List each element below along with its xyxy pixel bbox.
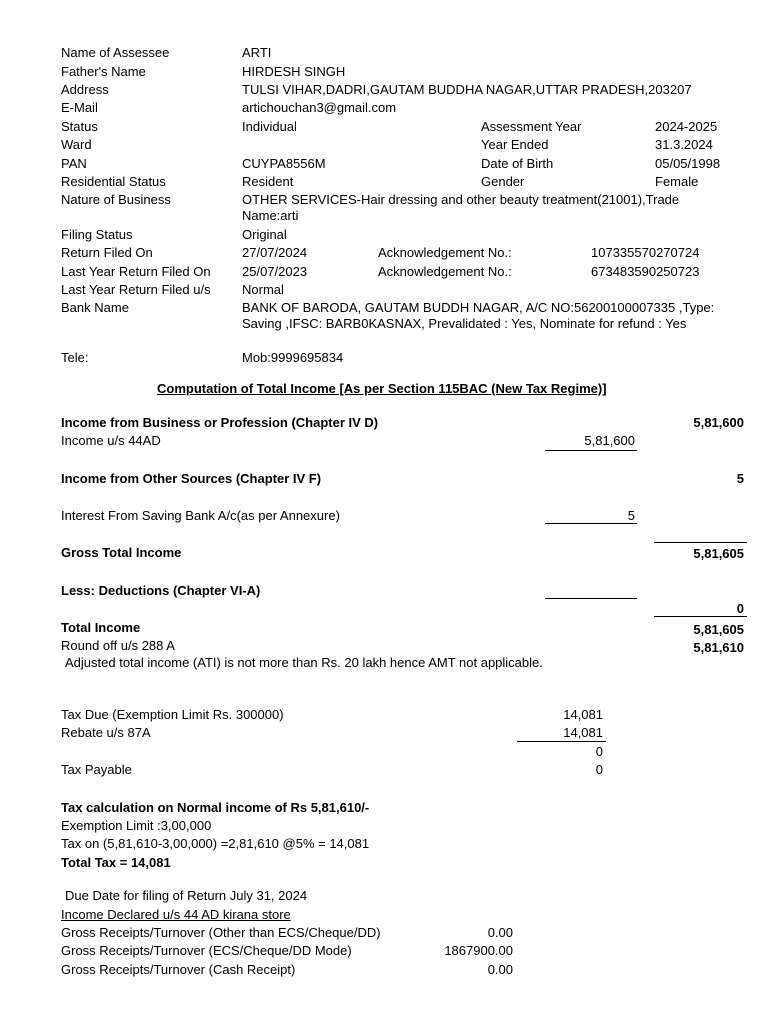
rule-above-gti <box>654 542 747 543</box>
underline-deductions <box>545 598 637 599</box>
return-filed-on-value: 27/07/2024 <box>242 245 308 260</box>
total-tax-line: Total Tax = 14,081 <box>61 855 171 870</box>
underline-rebate <box>517 741 606 742</box>
underline-interest <box>545 523 637 524</box>
last-year-filed-on-value: 25/07/2023 <box>242 264 308 279</box>
tax-due-value: 14,081 <box>563 707 603 722</box>
other-sources-heading: Income from Other Sources (Chapter IV F) <box>61 471 322 486</box>
tax-payable-label: Tax Payable <box>61 762 132 777</box>
name-label: Name of Assessee <box>61 45 170 60</box>
deductions-label: Less: Deductions (Chapter VI-A) <box>61 583 261 598</box>
tax-due-label: Tax Due (Exemption Limit Rs. 300000) <box>61 707 284 722</box>
pan-value: CUYPA8556M <box>242 156 326 171</box>
business-income-heading: Income from Business or Profession (Chapter IV D) <box>61 415 379 430</box>
gross-receipts-ecs-label: Gross Receipts/Turnover (ECS/Cheque/DD Mode) <box>61 943 352 958</box>
email-label: E-Mail <box>61 100 98 115</box>
gross-total-income-label: Gross Total Income <box>61 545 182 560</box>
gender-label: Gender <box>481 174 525 189</box>
gross-receipts-other-value: 0.00 <box>487 925 513 940</box>
dob-value: 05/05/1998 <box>655 156 721 171</box>
income-44ad-value: 5,81,600 <box>584 433 635 448</box>
rebate-label: Rebate u/s 87A <box>61 725 151 740</box>
gross-receipts-ecs-value: 1867900.00 <box>444 943 513 958</box>
exemption-limit-line: Exemption Limit :3,00,000 <box>61 818 212 833</box>
nature-of-business-label: Nature of Business <box>61 192 171 207</box>
residential-status-value: Resident <box>242 174 294 189</box>
last-year-filed-on-label: Last Year Return Filed On <box>61 264 211 279</box>
computation-heading: Computation of Total Income [As per Section 115BAC (New Tax Regime)] <box>157 381 607 396</box>
status-label: Status <box>61 119 98 134</box>
bank-name-value: BANK OF BARODA, GAUTAM BUDDH NAGAR, A/C NO:56200100007335 ,Type: Saving ,IFSC: BARB0KASNAX, Prevalidated : Yes, Nominate for refund : Yes <box>242 300 715 331</box>
pan-label: PAN <box>61 156 87 171</box>
father-value: HIRDESH SINGH <box>242 64 346 79</box>
email-value: artichouchan3@gmail.com <box>242 100 397 115</box>
interest-savings-label: Interest From Saving Bank A/c(as per Annexure) <box>61 508 340 523</box>
other-sources-total: 5 <box>736 471 744 486</box>
gross-total-income-value: 5,81,605 <box>693 546 744 561</box>
last-year-filed-us-value: Normal <box>242 282 284 297</box>
income-44ad-label: Income u/s 44AD <box>61 433 161 448</box>
return-filed-on-label: Return Filed On <box>61 245 153 260</box>
address-label: Address <box>61 82 109 97</box>
total-income-value: 5,81,605 <box>693 622 744 637</box>
acknowledgement-label: Acknowledgement No.: <box>378 245 512 260</box>
year-ended-value: 31.3.2024 <box>655 137 713 152</box>
ward-label: Ward <box>61 137 92 152</box>
underline-44ad <box>545 450 637 451</box>
amt-note: Adjusted total income (ATI) is not more than Rs. 20 lakh hence AMT not applicable. <box>65 655 543 670</box>
tax-on-line: Tax on (5,81,610-3,00,000) =2,81,610 @5% = 14,081 <box>61 836 370 851</box>
tele-label: Tele: <box>61 350 89 365</box>
year-ended-label: Year Ended <box>481 137 549 152</box>
address-value: TULSI VIHAR,DADRI,GAUTAM BUDDHA NAGAR,UTTAR PRADESH,203207 <box>242 82 692 97</box>
last-acknowledgement-value: 673483590250723 <box>591 264 700 279</box>
assessment-year-value: 2024-2025 <box>655 119 718 134</box>
rebate-value: 14,081 <box>563 725 603 740</box>
name-value: ARTI <box>242 45 272 60</box>
father-label: Father's Name <box>61 64 146 79</box>
round-off-value: 5,81,610 <box>693 640 744 655</box>
tele-value: Mob:9999695834 <box>242 350 344 365</box>
round-off-label: Round off u/s 288 A <box>61 638 175 653</box>
last-year-filed-us-label: Last Year Return Filed u/s <box>61 282 211 297</box>
gender-value: Female <box>655 174 699 189</box>
gross-receipts-cash-label: Gross Receipts/Turnover (Cash Receipt) <box>61 962 296 977</box>
tax-payable-value: 0 <box>595 762 603 777</box>
gross-receipts-other-label: Gross Receipts/Turnover (Other than ECS/Cheque/DD) <box>61 925 381 940</box>
last-acknowledgement-label: Acknowledgement No.: <box>378 264 512 279</box>
residential-status-label: Residential Status <box>61 174 166 189</box>
interest-savings-value: 5 <box>627 508 635 523</box>
nature-of-business-value: OTHER SERVICES-Hair dressing and other beauty treatment(21001),Trade Name:arti <box>242 192 680 223</box>
gross-receipts-cash-value: 0.00 <box>487 962 513 977</box>
income-declared-line: Income Declared u/s 44 AD kirana store <box>61 907 291 922</box>
net-tax-value: 0 <box>595 744 603 759</box>
due-date-line: Due Date for filing of Return July 31, 2024 <box>65 888 308 903</box>
rule-above-total-income <box>654 616 747 617</box>
filing-status-label: Filing Status <box>61 227 133 242</box>
total-income-label: Total Income <box>61 620 141 635</box>
tax-calc-heading: Tax calculation on Normal income of Rs 5,81,610/- <box>61 800 370 815</box>
deductions-value: 0 <box>736 601 744 616</box>
assessment-year-label: Assessment Year <box>481 119 582 134</box>
acknowledgement-value: 107335570270724 <box>591 245 700 260</box>
bank-name-label: Bank Name <box>61 300 129 315</box>
filing-status-value: Original <box>242 227 287 242</box>
status-value: Individual <box>242 119 297 134</box>
dob-label: Date of Birth <box>481 156 554 171</box>
business-income-total: 5,81,600 <box>693 415 744 430</box>
